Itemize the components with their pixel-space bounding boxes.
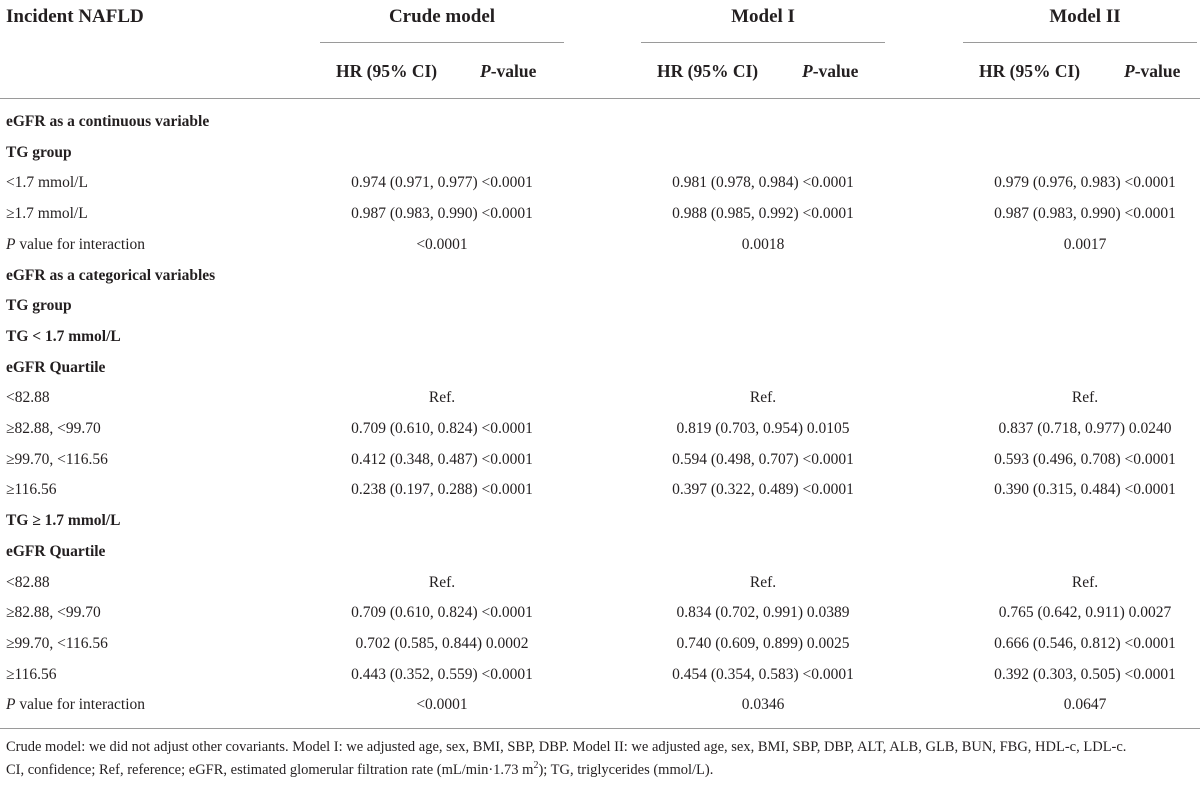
model-ii-header: Model II bbox=[1049, 6, 1121, 27]
row-label bbox=[6, 353, 105, 383]
superscript: 2 bbox=[533, 760, 539, 772]
section-row bbox=[0, 322, 1200, 352]
footnote-line-2b: ); TG, triglycerides (mmol/L). bbox=[538, 762, 714, 778]
table-cell: 0.0018 bbox=[741, 235, 785, 253]
table-cell: 0.702 (0.585, 0.844) 0.0002 bbox=[355, 634, 529, 652]
row-label bbox=[6, 445, 108, 475]
table-row bbox=[0, 199, 1200, 229]
table-cell: Ref. bbox=[428, 389, 456, 407]
row-label-text: ≥82.88, <99.70 bbox=[6, 420, 101, 437]
table-row bbox=[0, 598, 1200, 628]
table-cell: 0.837 (0.718, 0.977) 0.0240 bbox=[998, 420, 1172, 437]
table-row bbox=[0, 568, 1200, 598]
row-label-text: eGFR as a continuous variable bbox=[6, 113, 210, 130]
model-i-header: Model I bbox=[731, 6, 795, 27]
header-rule bbox=[0, 98, 1200, 99]
row-label bbox=[6, 138, 72, 168]
table-cell: 0.443 (0.352, 0.559) <0.0001 bbox=[351, 665, 533, 683]
table-cell: 0.819 (0.703, 0.954) 0.0105 bbox=[676, 420, 850, 437]
table-row bbox=[0, 230, 1200, 260]
row-label bbox=[6, 168, 88, 198]
row-label-text: ≥99.70, <116.56 bbox=[6, 450, 108, 468]
table-cell: <0.0001 bbox=[416, 235, 468, 253]
table-row bbox=[0, 168, 1200, 198]
model-i-hr-header: HR (95% CI) bbox=[657, 61, 759, 81]
footnote-line-2a: CI, confidence; Ref, reference; eGFR, estimated glomerular filtration rate (mL/min·1.73 m bbox=[6, 762, 534, 778]
table-cell: 0.390 (0.315, 0.484) <0.0001 bbox=[994, 481, 1176, 499]
crude-model-header: Crude model bbox=[388, 6, 496, 27]
row-label bbox=[6, 475, 57, 505]
p-rest: -value bbox=[812, 61, 859, 81]
table-cell: 0.987 (0.983, 0.990) <0.0001 bbox=[994, 205, 1176, 223]
table-row bbox=[0, 414, 1200, 444]
table-title: Incident NAFLD bbox=[6, 6, 144, 27]
section-row bbox=[0, 537, 1200, 567]
row-label-italic: P bbox=[6, 696, 16, 714]
table-row bbox=[0, 383, 1200, 413]
row-label-text: ≥1.7 mmol/L bbox=[6, 205, 88, 223]
footnote-line-2 bbox=[6, 760, 713, 780]
table-cell: 0.987 (0.983, 0.990) <0.0001 bbox=[351, 205, 533, 223]
table-cell: 0.593 (0.496, 0.708) <0.0001 bbox=[994, 450, 1176, 468]
p-italic: P bbox=[480, 61, 491, 81]
table-row bbox=[0, 445, 1200, 475]
p-italic: P bbox=[802, 61, 813, 81]
row-label-text: TG group bbox=[6, 297, 72, 315]
footnote-line-1: Crude model: we did not adjust other covariants. Model I: we adjusted age, sex, BMI, SBP, DBP. Model II: we adjusted age, sex, BMI, SBP, DBP, ALT, ALB, GLB, BUN, FBG, HDL-c, LDL-c. bbox=[6, 739, 1127, 755]
row-label bbox=[6, 629, 108, 659]
row-label bbox=[6, 537, 105, 567]
table-cell: Ref. bbox=[1071, 389, 1099, 407]
row-label-text: ≥116.56 bbox=[6, 665, 57, 683]
table-cell: 0.834 (0.702, 0.991) 0.0389 bbox=[676, 604, 850, 622]
table-row bbox=[0, 690, 1200, 720]
table-cell: 0.974 (0.971, 0.977) <0.0001 bbox=[351, 174, 533, 192]
crude-p-header bbox=[480, 61, 536, 82]
model-ii-p-header bbox=[1124, 61, 1180, 82]
table-row bbox=[0, 660, 1200, 690]
row-label-italic: P bbox=[6, 235, 16, 253]
section-row bbox=[0, 506, 1200, 536]
section-row bbox=[0, 261, 1200, 291]
row-label bbox=[6, 230, 145, 260]
row-label-text: eGFR Quartile bbox=[6, 542, 106, 560]
table-cell: 0.412 (0.348, 0.487) <0.0001 bbox=[351, 450, 533, 468]
table-cell: Ref. bbox=[749, 573, 777, 591]
crude-model-rule bbox=[320, 42, 564, 43]
row-label bbox=[6, 568, 50, 598]
table-cell: 0.0017 bbox=[1063, 235, 1107, 253]
model-i-rule bbox=[641, 42, 885, 43]
table-cell: 0.988 (0.985, 0.992) <0.0001 bbox=[672, 205, 854, 223]
section-row bbox=[0, 353, 1200, 383]
row-label-text: TG < 1.7 mmol/L bbox=[6, 327, 121, 345]
row-label bbox=[6, 414, 101, 444]
model-i-p-header bbox=[802, 61, 858, 82]
table-cell: 0.397 (0.322, 0.489) <0.0001 bbox=[672, 481, 854, 499]
crude-hr-header: HR (95% CI) bbox=[336, 61, 438, 81]
row-label-text: eGFR Quartile bbox=[6, 358, 106, 376]
row-label bbox=[6, 506, 120, 536]
row-label bbox=[6, 291, 72, 321]
p-italic: P bbox=[1124, 61, 1135, 81]
row-label bbox=[6, 322, 121, 352]
table-cell: 0.0346 bbox=[741, 696, 785, 714]
table-cell: 0.765 (0.642, 0.911) 0.0027 bbox=[998, 604, 1172, 622]
row-label-text: ≥82.88, <99.70 bbox=[6, 604, 101, 622]
row-label bbox=[6, 690, 145, 720]
p-rest: -value bbox=[490, 61, 537, 81]
row-label-text: <1.7 mmol/L bbox=[6, 174, 88, 192]
table-cell: Ref. bbox=[428, 573, 456, 591]
row-label-text: ≥99.70, <116.56 bbox=[6, 634, 108, 652]
row-label-text: value for interaction bbox=[15, 235, 146, 253]
row-label bbox=[6, 660, 57, 690]
row-label-text: TG ≥ 1.7 mmol/L bbox=[6, 512, 121, 530]
table-cell: 0.454 (0.354, 0.583) <0.0001 bbox=[672, 665, 854, 683]
table-cell: 0.238 (0.197, 0.288) <0.0001 bbox=[351, 481, 533, 499]
row-label-text: value for interaction bbox=[15, 696, 146, 714]
table-cell: <0.0001 bbox=[416, 696, 468, 714]
table-cell: 0.981 (0.978, 0.984) <0.0001 bbox=[672, 174, 854, 192]
row-label-text: <82.88 bbox=[6, 573, 50, 591]
table-cell: 0.0647 bbox=[1063, 696, 1107, 714]
row-label-text: eGFR as a categorical variables bbox=[6, 266, 216, 284]
row-label bbox=[6, 383, 50, 413]
table-row bbox=[0, 629, 1200, 659]
p-rest: -value bbox=[1134, 61, 1181, 81]
section-row bbox=[0, 291, 1200, 321]
table-cell: 0.709 (0.610, 0.824) <0.0001 bbox=[351, 604, 533, 622]
model-ii-rule bbox=[963, 42, 1197, 43]
row-label bbox=[6, 598, 101, 628]
table-cell: 0.594 (0.498, 0.707) <0.0001 bbox=[672, 450, 854, 468]
section-row bbox=[0, 138, 1200, 168]
section-row bbox=[0, 107, 1200, 137]
row-label-text: ≥116.56 bbox=[6, 481, 57, 499]
row-label-text: <82.88 bbox=[6, 389, 50, 407]
row-label bbox=[6, 107, 209, 137]
table-row bbox=[0, 475, 1200, 505]
row-label-text: TG group bbox=[6, 143, 72, 161]
table-cell: Ref. bbox=[1071, 573, 1099, 591]
table-cell: 0.392 (0.303, 0.505) <0.0001 bbox=[994, 665, 1176, 683]
row-label bbox=[6, 199, 88, 229]
table-cell: 0.709 (0.610, 0.824) <0.0001 bbox=[351, 420, 533, 437]
bottom-rule bbox=[0, 728, 1200, 729]
table-cell: 0.979 (0.976, 0.983) <0.0001 bbox=[994, 174, 1176, 192]
table-cell: 0.740 (0.609, 0.899) 0.0025 bbox=[676, 634, 850, 652]
row-label bbox=[6, 261, 215, 291]
model-ii-hr-header: HR (95% CI) bbox=[979, 61, 1081, 81]
table-cell: Ref. bbox=[749, 389, 777, 407]
table-cell: 0.666 (0.546, 0.812) <0.0001 bbox=[994, 634, 1176, 652]
